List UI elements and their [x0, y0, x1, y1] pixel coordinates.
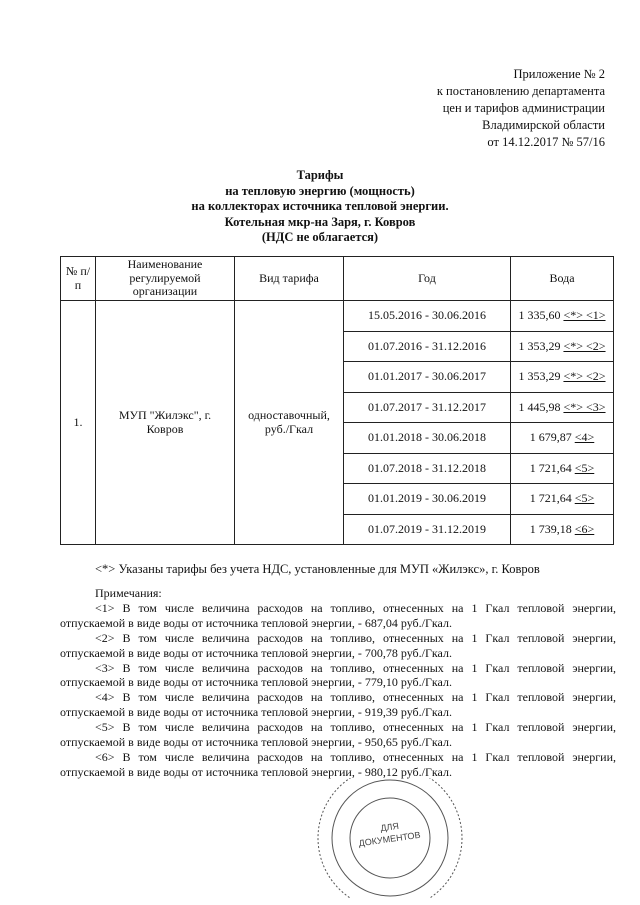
- note-item: <2> В том числе величина расходов на топливо, отнесенных на 1 Гкал тепловой энергии, отпускаемой в виде воды от источника тепловой энергии, - 700,78 руб./Гкал.: [60, 630, 616, 660]
- title-line-5: (НДС не облагается): [261, 230, 379, 244]
- tariff-value: 1 679,87: [529, 430, 572, 444]
- period-year: 01.01.2017 - 30.06.2017: [344, 362, 511, 393]
- period-year: 01.07.2017 - 31.12.2017: [344, 392, 511, 423]
- tariff-table: [60, 256, 614, 545]
- header-year: Год: [344, 257, 511, 301]
- note-item: <6> В том числе величина расходов на топливо, отнесенных на 1 Гкал тепловой энергии, отпускаемой в виде воды от источника тепловой энергии, - 980,12 руб./Гкал.: [60, 749, 616, 779]
- note-link[interactable]: <6>: [574, 521, 595, 536]
- header-type: Вид тарифа: [235, 257, 344, 301]
- note-link[interactable]: <*> <2>: [563, 338, 606, 353]
- appendix-resolution: к постановлению департамента: [436, 84, 605, 98]
- note-link[interactable]: <*> <2>: [563, 369, 606, 383]
- title-line-3: на коллекторах источника тепловой энергии.: [191, 199, 449, 213]
- official-stamp: [300, 778, 480, 898]
- header-org: Наименование регулируемой организации: [96, 257, 235, 301]
- period-year: 01.07.2018 - 31.12.2018: [344, 453, 511, 484]
- title-line-4: Котельная мкр-на Заря, г. Ковров: [224, 214, 416, 229]
- table-header-row: [61, 257, 614, 301]
- notes-heading: Примечания:: [95, 586, 162, 600]
- note-link[interactable]: <*> <3>: [563, 399, 606, 414]
- period-year: 01.01.2019 - 30.06.2019: [344, 484, 511, 515]
- tariff-value: 1 721,64: [529, 491, 572, 505]
- period-water: [511, 453, 614, 484]
- note-item: <4> В том числе величина расходов на топливо, отнесенных на 1 Гкал тепловой энергии, отпускаемой в виде воды от источника тепловой энергии, - 919,39 руб./Гкал.: [60, 690, 616, 720]
- appendix-region: Владимирской области: [482, 118, 605, 132]
- note-link[interactable]: <5>: [574, 491, 595, 505]
- note-link[interactable]: <*> <1>: [563, 308, 606, 322]
- period-year: 01.07.2016 - 31.12.2016: [344, 331, 511, 362]
- period-year: 15.05.2016 - 30.06.2016: [344, 301, 511, 332]
- notes-section: [60, 586, 616, 780]
- period-water: [511, 362, 614, 393]
- tariff-value: 1 353,29: [518, 369, 561, 383]
- period-water: [511, 514, 614, 545]
- stamp-text-1: ДЛЯ: [379, 820, 400, 834]
- period-water: [511, 301, 614, 332]
- title-line-1: Тарифы: [296, 168, 344, 182]
- period-water: [511, 484, 614, 515]
- appendix-date: от 14.12.2017 № 57/16: [487, 135, 605, 149]
- tariff-value: 1 353,29: [518, 338, 561, 353]
- note-link[interactable]: <5>: [574, 460, 595, 475]
- note-item: <3> В том числе величина расходов на топливо, отнесенных на 1 Гкал тепловой энергии, отпускаемой в виде воды от источника тепловой энергии, - 779,10 руб./Гкал.: [60, 660, 616, 690]
- period-water: [511, 331, 614, 362]
- header-num: № п/п: [61, 257, 96, 301]
- title-line-2: на тепловую энергию (мощность): [225, 183, 415, 198]
- period-water: [511, 392, 614, 423]
- row-org: МУП "Жилэкс", г. Ковров: [96, 301, 235, 545]
- note-item: <5> В том числе величина расходов на топливо, отнесенных на 1 Гкал тепловой энергии, отпускаемой в виде воды от источника тепловой энергии, - 950,65 руб./Гкал.: [60, 720, 616, 750]
- appendix-number: Приложение № 2: [513, 67, 605, 81]
- appendix-header: [437, 66, 605, 151]
- note-link[interactable]: <4>: [574, 430, 595, 444]
- tariff-value: 1 739,18: [529, 521, 572, 536]
- row-type: одноставочный, руб./Гкал: [235, 301, 344, 545]
- period-water: [511, 423, 614, 454]
- period-year: 01.07.2019 - 31.12.2019: [344, 514, 511, 545]
- vat-footnote: <*> Указаны тарифы без учета НДС, установленные для МУП «Жилэкс», г. Ковров: [95, 562, 540, 576]
- tariff-value: 1 335,60: [518, 308, 561, 322]
- stamp-text-2: ДОКУМЕНТОВ: [358, 829, 422, 849]
- note-item: <1> В том числе величина расходов на топливо, отнесенных на 1 Гкал тепловой энергии, отпускаемой в виде воды от источника тепловой энергии, - 687,04 руб./Гкал.: [60, 600, 616, 630]
- document-title: [0, 168, 640, 246]
- header-water: Вода: [511, 257, 614, 301]
- table-row: [61, 301, 614, 332]
- appendix-department: цен и тарифов администрации: [442, 101, 605, 115]
- tariff-value: 1 445,98: [518, 399, 561, 414]
- period-year: 01.01.2018 - 30.06.2018: [344, 423, 511, 454]
- row-num: 1.: [61, 301, 96, 545]
- tariff-value: 1 721,64: [529, 460, 572, 475]
